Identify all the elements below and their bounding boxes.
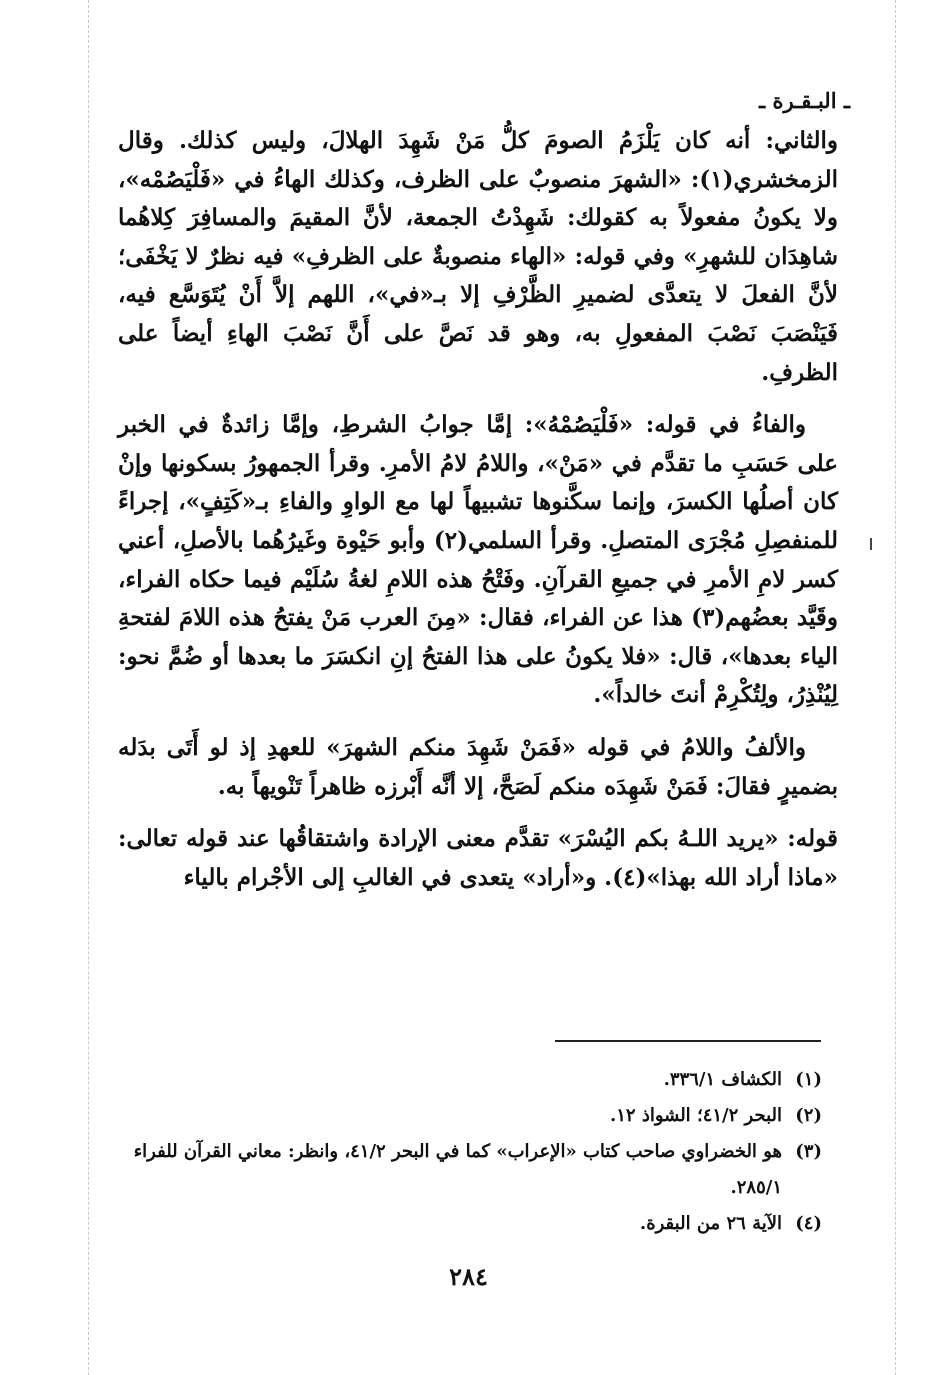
paragraph-2: والفاءُ في قوله: «فَلْيَصُمْهُ»: إمَّا جوابُ الشرطِ، وإمَّا زائدةٌ في الخبر على حَسَبِ ما تقدَّم في «مَنْ»، واللامُ لامُ الأمرِ. وقرأ الجمهورُ بسكونها وإنْ كان أصلُها الكسرَ، وإنما سكَّنوها تشبيهاً لها مع الواوِ والفاءِ بـ«كَتِفٍ»، إجراءً للمنفصِلِ مُجْرَى المتصلِ. وقرأ السلمي(٢) وأبو حَيْوة وغَيرُهُما بالأصلِ، أعني كسر لامِ الأمرِ في جميعِ القرآنِ. وفَتْحُ هذه اللامِ لغةُ سُلَيْم فيما حكاه الفراء، وقَيَّد بعضُهم(٣) هذا عن الفراء، فقال: «مِنَ العرب مَنْ يفتحُ هذه اللامَ لفتحةِ الياء بعدها»، قال: «فلا يكونُ على هذا الفتحُ إنِ انكسَرَ ما بعدها أو ضُمَّ نحو: لِيُنْذِرُ، ولِتُكْرِمْ أنتَ خالداً». (118, 411, 838, 709)
footnote-1 (120, 1062, 822, 1098)
book-page (118, 82, 850, 897)
footnote-number: (١) (795, 1069, 822, 1090)
scan-border-left (88, 0, 89, 1375)
footnotes (120, 1062, 822, 1242)
footnote-3 (120, 1134, 822, 1206)
scan-border-right (895, 0, 896, 1375)
page-number: ٢٨٤ (449, 1262, 488, 1291)
running-header: ـ البـقـرة ـ (758, 88, 850, 113)
footnote-text: الكشاف ٣٣٦/١. (663, 1069, 782, 1090)
margin-mark (870, 538, 872, 550)
paragraph-3: والألفُ واللامُ في قوله «فَمَنْ شَهِدَ منكم الشهرَ» للعهدِ إذ لو أَتَى بدَله بضميرٍ فقالَ: فَمَنْ شَهِدَه منكم لَصَحَّ، إلا أنَّه أَبْرزه ظاهراً تَنْويهاً به. (118, 733, 838, 800)
footnote-number: (٤) (795, 1213, 822, 1234)
paragraph-4: قوله: «يريد اللـهُ بكم اليُسْرَ» تقدَّم معنى الإرادة واشتقاقُها عند قوله تعالى: «ماذا أراد الله بهذا»(٤). و«أراد» يتعدى في الغالبِ إلى الأجْرام بالياء (118, 825, 838, 891)
body-text (118, 122, 838, 897)
footnote-text: البحر ٤١/٢؛ الشواذ ١٢. (609, 1105, 782, 1126)
paragraph-1: والثاني: أنه كان يَلْزَمُ الصومَ كلُّ مَنْ شَهِدَ الهلالَ، وليس كذلك. وقال الزمخشري(١): «الشهرَ منصوبٌ على الظرف، وكذلك الهاءُ في «فَلْيَصُمْه»، ولا يكونُ مفعولاً به كقولك: شَهِدْتُ الجمعة، لأنَّ المقيمَ والمسافِرَ كِلاهُما شاهِدَان للشهرِ» وفي قوله: «الهاء منصوبةٌ على الظرفِ» فيه نظرٌ لا يَخْفَى؛ لأنَّ الفعلَ لا يتعدَّى لضميرِ الظَّرْفِ إلا بـ«في»، اللهم إلاَّ أَنْ يُتَوَسَّع فيه، فَيَنْصَبَ نَصْبَ المفعولِ به، وهو قد نَصَّ على أَنَّ نَصْبَ الهاءِ أيضاً على الظرفِ. (118, 127, 838, 386)
footnote-text: هو الخضراوي صاحب كتاب «الإعراب» كما في البحر ٤١/٢، وانظر: معاني القرآن للفراء ٢٨٥/١. (133, 1141, 782, 1198)
footnote-text: الآية ٢٦ من البقرة. (639, 1213, 782, 1234)
footnote-4 (120, 1206, 822, 1242)
footnote-number: (٣) (795, 1141, 822, 1162)
footnote-number: (٢) (795, 1105, 822, 1126)
footnote-separator (555, 1040, 821, 1042)
footnote-2 (120, 1098, 822, 1134)
